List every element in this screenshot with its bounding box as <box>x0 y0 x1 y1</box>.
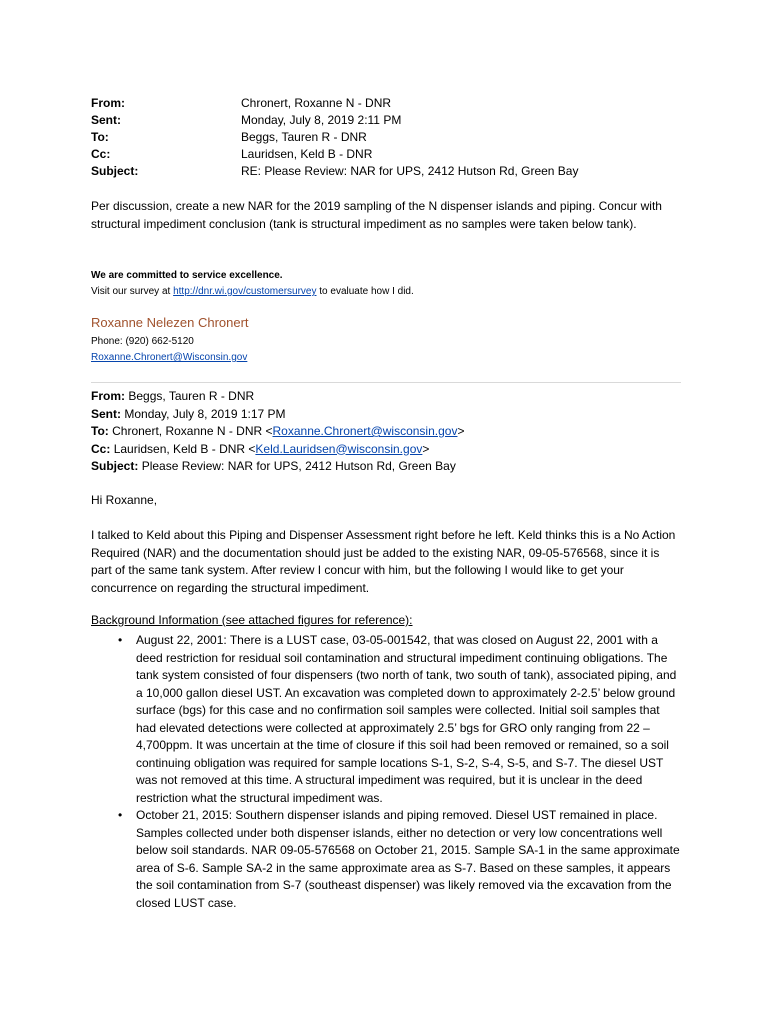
original-subject-row <box>91 458 464 476</box>
original-from-row <box>91 388 464 406</box>
original-from-value: Beggs, Tauren R - DNR <box>128 389 255 403</box>
original-from-label: From: <box>91 389 125 403</box>
original-sent-row <box>91 406 464 424</box>
bullet-icon: • <box>118 633 123 647</box>
signature-email-link[interactable]: Roxanne.Chronert@Wisconsin.gov <box>91 352 248 363</box>
original-sent-label: Sent: <box>91 406 121 421</box>
background-list <box>91 632 681 912</box>
from-value: Chronert, Roxanne N - DNR <box>241 96 392 110</box>
signature-name: Roxanne Nelezen Chronert <box>91 315 249 330</box>
original-subject-value: Please Review: NAR for UPS, 2412 Hutson Rd, Green Bay <box>141 459 456 473</box>
bullet-text: August 22, 2001: There is a LUST case, 03-05-001542, that was closed on August 22, 2001 with a deed restriction for residual soil contamination and structural impediment continuing obligations. The tank system consisted of four dispensers (two north of tank, two south of tank), associated piping, and a 10,000 gallon diesel UST. An excavation was completed down to approximately 2-2.5’ below ground surface (bgs) for this case and no confirmation soil samples were collected. Initial soil samples that had elevated detections were collected at approximately 2.5’ bgs for GRO only ranging from 22 – 4,700ppm. It was uncertain at the time of closure if this soil had been removed or remained, so a soil continuing obligation was required for sample locations S-1, S-2, S-4, S-5, and S-7. The diesel UST was not removed at this time. A structural impediment was required, but it is unclear in the deed restriction what the structural impediment was. <box>136 633 677 805</box>
original-sent-value: Monday, July 8, 2019 1:17 PM <box>124 406 286 421</box>
survey-suffix: to evaluate how I did. <box>316 286 414 297</box>
original-cc-prefix: Lauridsen, Keld B - DNR < <box>113 441 256 456</box>
bullet-text: October 21, 2015: Southern dispenser islands and piping removed. Diesel UST remained in place. Samples collected under both dispenser islands, either no detection or very low concentrations well below soil standards. NAR 09-05-576568 on October 21, 2015. Sample SA-1 in the same approximate area of S-6. Sample SA-2 in the same approximate area as S-7. Based on these samples, it appears the soil contamination from S-7 (southeast dispenser) was likely removed via the excavation from the closed LUST case. <box>136 808 680 910</box>
sent-label: Sent: <box>91 113 121 127</box>
divider <box>91 382 681 383</box>
signature-block <box>91 334 247 366</box>
original-to-row <box>91 423 464 441</box>
sent-value: Monday, July 8, 2019 2:11 PM <box>241 113 402 127</box>
survey-prefix: Visit our survey at <box>91 286 174 297</box>
from-label: From: <box>91 96 125 110</box>
signature-phone: Phone: (920) 662-5120 <box>91 336 194 347</box>
original-cc-label: Cc: <box>91 441 111 456</box>
list-item <box>91 807 681 912</box>
header-to-row <box>91 129 578 146</box>
background-title: Background Information (see attached figures for reference): <box>91 613 413 627</box>
list-item <box>91 632 681 807</box>
commitment-block <box>91 268 414 300</box>
cc-label: Cc: <box>91 147 111 161</box>
subject-label: Subject: <box>91 164 139 178</box>
original-to-email-link[interactable]: Roxanne.Chronert@wisconsin.gov <box>272 424 458 438</box>
survey-line <box>91 284 414 300</box>
original-cc-row <box>91 441 464 459</box>
header-subject-row <box>91 163 578 180</box>
subject-value: RE: Please Review: NAR for UPS, 2412 Hutson Rd, Green Bay <box>241 164 579 178</box>
original-cc-email-link[interactable]: Keld.Lauridsen@wisconsin.gov <box>255 441 423 456</box>
to-value: Beggs, Tauren R - DNR <box>241 130 367 144</box>
original-to-label: To: <box>91 424 109 438</box>
bullet-icon: • <box>118 808 123 822</box>
main-paragraph: I talked to Keld about this Piping and Dispenser Assessment right before he left. Keld thinks this is a No Action Required (NAR) and the documentation should just be added to the existing NAR, 09-05-576568, since it is part of the same tank system. After review I concur with him, but the following I would like to get your concurrence on regarding the structural impediment. <box>91 528 676 595</box>
cc-value: Lauridsen, Keld B - DNR <box>241 147 373 161</box>
original-header <box>91 388 464 476</box>
commitment-heading: We are committed to service excellence. <box>91 270 283 281</box>
to-label: To: <box>91 130 109 144</box>
original-to-suffix: > <box>457 424 465 438</box>
original-cc-suffix: > <box>422 441 430 456</box>
reply-header <box>91 95 578 180</box>
survey-link[interactable]: http://dnr.wi.gov/customersurvey <box>173 286 317 297</box>
header-from-row <box>91 95 578 112</box>
header-cc-row <box>91 146 578 163</box>
header-sent-row <box>91 112 578 129</box>
original-subject-label: Subject: <box>91 459 139 473</box>
greeting: Hi Roxanne, <box>91 493 158 507</box>
reply-body: Per discussion, create a new NAR for the 2019 sampling of the N dispenser islands and piping. Concur with structural impediment conclusion (tank is structural impediment as no samples were taken below tank). <box>91 199 662 231</box>
original-to-prefix: Chronert, Roxanne N - DNR < <box>112 424 273 438</box>
